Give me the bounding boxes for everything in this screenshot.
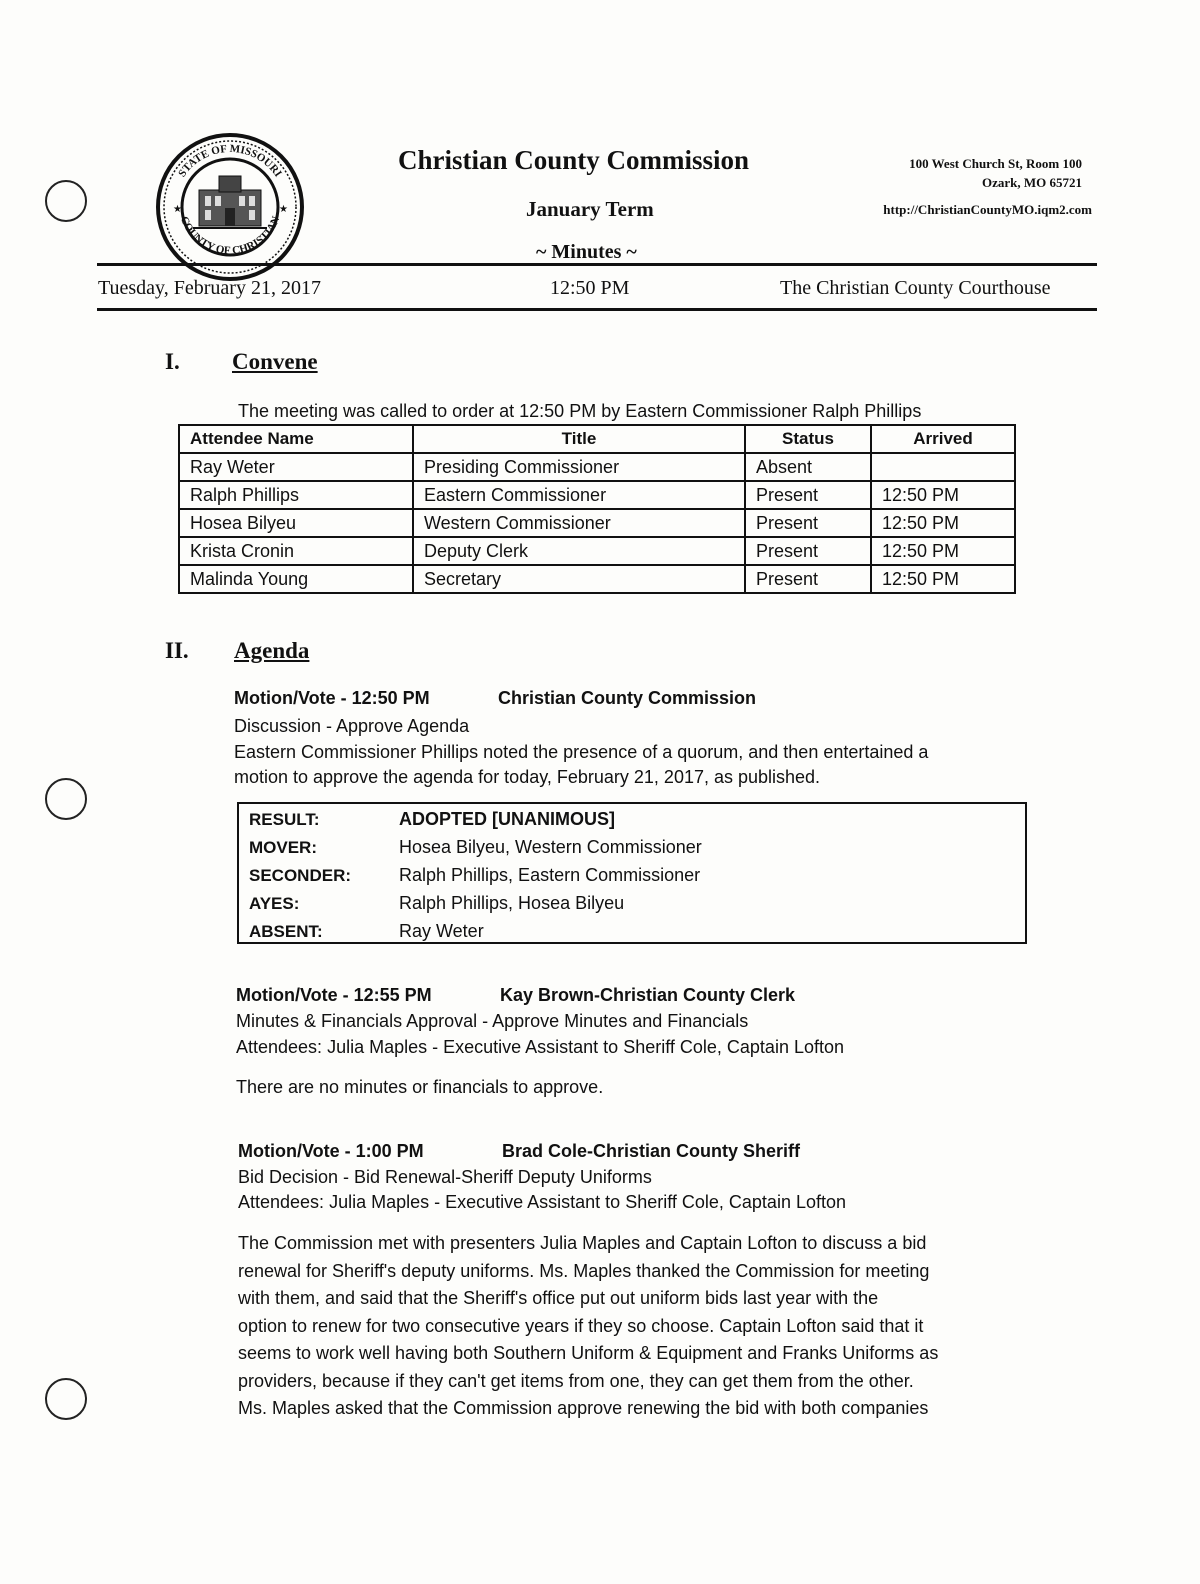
attendee-title: Eastern Commissioner (413, 481, 745, 509)
ayes-label: AYES: (249, 894, 300, 913)
address-line-1: 100 West Church St, Room 100 (909, 156, 1082, 171)
term-label: January Term (526, 197, 654, 221)
section-number: II. (165, 638, 189, 663)
attendee-arrived (871, 453, 1015, 481)
paragraph-line: providers, because if they can't get items from one, they can get them from the other. (238, 1370, 914, 1391)
table-row (179, 453, 1015, 481)
address-line-2: Ozark, MO 65721 (981, 175, 1082, 190)
ayes-value: Ralph Phillips, Hosea Bilyeu (399, 893, 625, 913)
absent-label: ABSENT: (249, 922, 323, 941)
attendee-arrived: 12:50 PM (871, 565, 1015, 593)
motion-heading-left: Motion/Vote - 12:55 PM (236, 985, 432, 1005)
meeting-date: Tuesday, February 21, 2017 (98, 277, 321, 299)
seconder-label: SECONDER: (249, 866, 352, 885)
column-header: Attendee Name (179, 425, 413, 453)
result-label: RESULT: (249, 810, 320, 829)
attendee-arrived: 12:50 PM (871, 509, 1015, 537)
svg-text:COUNTY OF CHRISTIAN: COUNTY OF CHRISTIAN (177, 214, 283, 257)
motion-topic: Minutes & Financials Approval - Approve Minutes and Financials (236, 1011, 749, 1031)
attendee-title: Presiding Commissioner (413, 453, 745, 481)
table-row (179, 509, 1015, 537)
punch-hole (45, 778, 87, 820)
motion-attendees: Attendees: Julia Maples - Executive Assistant to Sheriff Cole, Captain Lofton (238, 1192, 847, 1212)
organization-title: Christian County Commission (398, 145, 750, 175)
motion-text: There are no minutes or financials to approve. (236, 1077, 604, 1097)
table-row (179, 481, 1015, 509)
paragraph-line: Ms. Maples asked that the Commission approve renewing the bid with both companies (238, 1398, 929, 1418)
motion-heading-right: Kay Brown-Christian County Clerk (500, 985, 796, 1005)
attendee-status: Present (745, 537, 871, 565)
paragraph-line: The Commission met with presenters Julia Maples and Captain Lofton to discuss a bid (238, 1233, 927, 1253)
vote-result-box (237, 802, 1027, 944)
motion-text-line: Eastern Commissioner Phillips noted the presence of a quorum, and then entertained a (234, 742, 929, 762)
motion-topic: Bid Decision - Bid Renewal-Sheriff Deputy Uniforms (238, 1167, 652, 1187)
motion-heading-right: Brad Cole-Christian County Sheriff (502, 1141, 801, 1161)
attendee-status: Present (745, 565, 871, 593)
attendee-title: Western Commissioner (413, 509, 745, 537)
paragraph-line: with them, and said that the Sheriff's office put out uniform bids last year with the (238, 1288, 879, 1308)
paragraph-line: renewal for Sheriff's deputy uniforms. Ms. Maples thanked the Commission for meeting (238, 1260, 930, 1281)
column-header: Arrived (871, 425, 1015, 453)
punch-hole (45, 1378, 87, 1420)
attendee-arrived: 12:50 PM (871, 481, 1015, 509)
attendee-status: Present (745, 481, 871, 509)
mover-label: MOVER: (249, 838, 317, 857)
attendee-title: Deputy Clerk (413, 537, 745, 565)
section-title: Convene (232, 349, 318, 374)
attendee-name: Krista Cronin (179, 537, 413, 565)
attendee-name: Hosea Bilyeu (179, 509, 413, 537)
svg-text:★: ★ (173, 204, 182, 215)
svg-text:★: ★ (279, 204, 288, 215)
attendee-title: Secretary (413, 565, 745, 593)
attendee-name: Ray Weter (179, 453, 413, 481)
website-link[interactable]: http://ChristianCountyMO.iqm2.com (883, 202, 1092, 217)
minutes-label: ~ Minutes ~ (536, 241, 637, 263)
table-row (179, 565, 1015, 593)
column-header: Status (745, 425, 871, 453)
header-divider (97, 263, 1097, 266)
svg-text:STATE OF MISSOURI: STATE OF MISSOURI (176, 142, 284, 180)
motion-text-line: motion to approve the agenda for today, February 21, 2017, as published. (234, 767, 821, 787)
attendee-name: Malinda Young (179, 565, 413, 593)
attendee-table (178, 424, 1016, 594)
punch-hole (45, 180, 87, 222)
meeting-location: The Christian County Courthouse (780, 277, 1051, 299)
seconder-value: Ralph Phillips, Eastern Commissioner (399, 865, 701, 885)
motion-attendees: Attendees: Julia Maples - Executive Assistant to Sheriff Cole, Captain Lofton (236, 1037, 845, 1057)
county-seal-logo (155, 132, 305, 282)
table-row (179, 537, 1015, 565)
mover-value: Hosea Bilyeu, Western Commissioner (399, 837, 702, 857)
attendee-status: Present (745, 509, 871, 537)
paragraph-line: option to renew for two consecutive years if they so choose. Captain Lofton said that it (238, 1315, 924, 1336)
motion-heading-left: Motion/Vote - 1:00 PM (238, 1141, 424, 1161)
paragraph-line: seems to work well having both Southern Uniform & Equipment and Franks Uniforms as (238, 1343, 939, 1363)
table-header-row (179, 425, 1015, 453)
meeting-time: 12:50 PM (550, 277, 630, 299)
attendee-status: Absent (745, 453, 871, 481)
motion-topic: Discussion - Approve Agenda (234, 716, 470, 736)
attendee-name: Ralph Phillips (179, 481, 413, 509)
convene-text: The meeting was called to order at 12:50 PM by Eastern Commissioner Ralph Phillips (238, 401, 922, 421)
attendee-arrived: 12:50 PM (871, 537, 1015, 565)
section-title: Agenda (234, 638, 310, 663)
motion-paragraph (238, 1230, 1058, 1423)
section-number: I. (165, 349, 180, 374)
absent-value: Ray Weter (399, 921, 484, 941)
column-header: Title (413, 425, 745, 453)
motion-heading-left: Motion/Vote - 12:50 PM (234, 688, 430, 708)
header-divider (97, 308, 1097, 311)
motion-heading-right: Christian County Commission (498, 688, 757, 708)
result-value: ADOPTED [UNANIMOUS] (399, 809, 615, 829)
